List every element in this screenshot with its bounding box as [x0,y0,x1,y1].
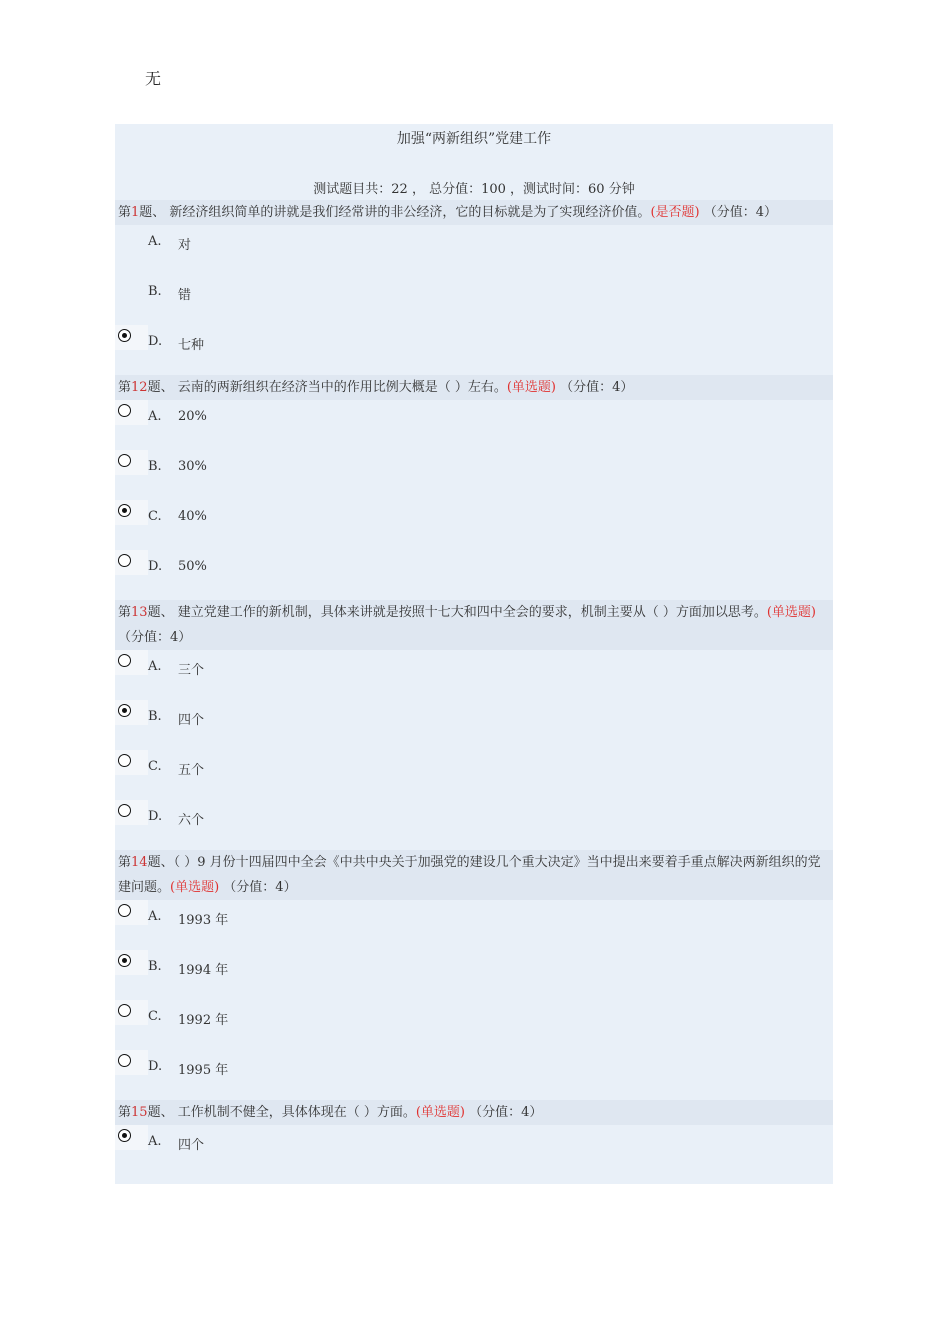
option-row[interactable] [115,450,833,500]
question-text [115,200,833,225]
radio-button[interactable] [118,654,131,667]
radio-button-selected[interactable] [118,954,131,967]
option-letter: C. [148,1009,162,1024]
option-letter: D. [148,1059,163,1074]
question-type: (单选题) [170,880,220,895]
option-row[interactable] [115,400,833,450]
option-row[interactable] [115,800,833,850]
option-row[interactable] [115,500,833,550]
option-letter: B. [148,459,162,474]
option-text: 1995 年 [178,1063,229,1078]
option-letter: D. [148,559,163,574]
question-score: （分值：4） [219,880,297,895]
option-text: 50% [178,559,207,574]
radio-cell [115,1125,148,1150]
question-prefix: 第 [118,605,132,620]
option-text: 错 [178,288,192,303]
question-score: （分值：4） [118,630,192,645]
option-row[interactable] [115,700,833,750]
exam-panel [115,124,833,1184]
question-block [115,200,833,375]
option-text: 1992 年 [178,1013,229,1028]
radio-button[interactable] [118,1004,131,1017]
question-score: （分值：4） [555,380,634,395]
question-number: 1 [131,205,140,220]
question-number: 13 [131,605,148,620]
option-letter: C. [148,509,162,524]
option-text: 30% [178,459,207,474]
option-row[interactable] [115,550,833,600]
question-number: 14 [131,855,148,870]
question-body: 题、 建立党建工作的新机制，具体来讲就是按照十七大和四中全会的要求，机制主要从（ ）方面加以思考。 [147,605,767,620]
radio-button[interactable] [118,804,131,817]
radio-cell [115,400,148,425]
option-letter: A. [148,909,162,924]
top-note: 无 [145,69,162,88]
question-number: 12 [131,380,148,395]
option-letter: A. [148,659,162,674]
question-prefix: 第 [118,380,132,395]
option-row[interactable] [115,750,833,800]
question-text [115,1100,833,1125]
question-type: (单选题) [506,380,556,395]
option-text: 五个 [178,763,205,778]
option-text: 1993 年 [178,913,229,928]
question-text [115,600,833,650]
option-row[interactable] [115,275,833,325]
option-text: 1994 年 [178,963,229,978]
question-number: 15 [131,1105,148,1120]
question-body: 题、（ ）9 月份十四届四中全会《中共中央关于加强党的建设几个重大决定》当中提出来要着手重点解决两新组织的党建问题。 [118,855,821,895]
question-prefix: 第 [118,205,132,220]
question-type: (单选题) [415,1105,465,1120]
radio-button-selected[interactable] [118,504,131,517]
option-text: 40% [178,509,207,524]
question-body: 题、 新经济组织简单的讲就是我们经常讲的非公经济，它的目标就是为了实现经济价值。 [139,205,651,220]
radio-button[interactable] [118,554,131,567]
option-text: 对 [178,238,192,253]
radio-cell [115,950,148,975]
radio-cell [115,700,148,725]
option-letter: B. [148,959,162,974]
question-text [115,850,833,900]
question-prefix: 第 [118,1105,132,1120]
radio-cell [115,500,148,525]
question-type: (是否题) [650,205,700,220]
radio-cell [115,1000,148,1025]
question-body: 题、 云南的两新组织在经济当中的作用比例大概是（ ）左右。 [147,380,507,395]
option-row[interactable] [115,1125,833,1175]
radio-cell [115,1050,148,1075]
option-text: 四个 [178,713,205,728]
question-type: (单选题) [766,605,816,620]
exam-summary: 测试题目共：22 ， 总分值：100 ，测试时间：60 分钟 [313,182,635,197]
option-text: 六个 [178,813,205,828]
option-letter: D. [148,334,163,349]
radio-cell [115,325,148,350]
option-row[interactable] [115,225,833,275]
option-text: 四个 [178,1138,205,1153]
option-letter: A. [148,234,162,249]
radio-button[interactable] [118,904,131,917]
option-letter: B. [148,284,162,299]
option-text: 20% [178,409,207,424]
question-block [115,850,833,1100]
question-prefix: 第 [118,855,132,870]
radio-cell [115,550,148,575]
option-text: 七种 [178,338,205,353]
question-body: 题、 工作机制不健全，具体体现在（ ）方面。 [147,1105,416,1120]
option-letter: C. [148,759,162,774]
radio-button[interactable] [118,1054,131,1067]
radio-cell [115,900,148,925]
radio-cell [115,650,148,675]
question-block [115,375,833,600]
option-row[interactable] [115,1050,833,1100]
option-row[interactable] [115,900,833,950]
radio-cell [115,800,148,825]
radio-button-selected[interactable] [118,704,131,717]
option-letter: A. [148,409,162,424]
radio-button-selected[interactable] [118,1129,131,1142]
option-row[interactable] [115,325,833,375]
option-row[interactable] [115,650,833,700]
exam-title: 加强“两新组织”党建工作 [396,131,552,147]
radio-button[interactable] [118,454,131,467]
option-letter: A. [148,1134,162,1149]
question-score: （分值：4） [464,1105,543,1120]
radio-cell [115,750,148,775]
radio-button[interactable] [118,404,131,417]
radio-cell [115,450,148,475]
question-score: （分值：4） [699,205,777,220]
question-block [115,1100,833,1175]
option-text: 三个 [178,663,205,678]
option-letter: B. [148,709,162,724]
radio-button[interactable] [118,754,131,767]
option-row[interactable] [115,1000,833,1050]
option-letter: D. [148,809,163,824]
question-block [115,600,833,850]
question-text [115,375,833,400]
radio-button-selected[interactable] [118,329,131,342]
option-row[interactable] [115,950,833,1000]
